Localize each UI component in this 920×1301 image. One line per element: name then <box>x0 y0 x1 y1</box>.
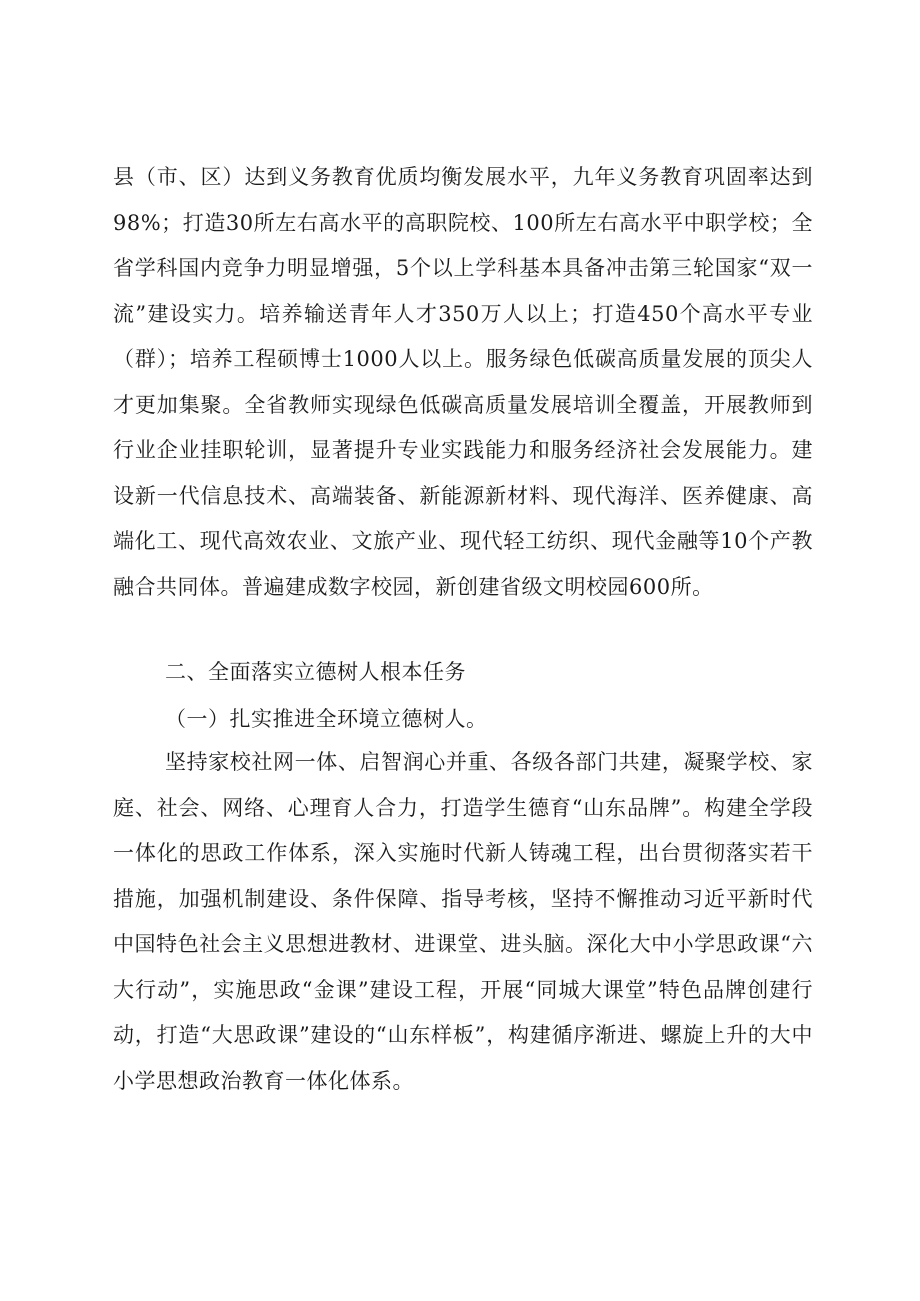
subsection-heading: （一）扎实推进全环境立德树人。 <box>165 707 488 731</box>
section-heading: 二、全面落实立德树人根本任务 <box>165 660 466 684</box>
body-paragraph: 坚持家校社网一体、启智润心并重、各级各部门共建，凝聚学校、家庭、社会、网络、心理育人合力，打造学生德育“山东品牌”。构建全学段一体化的思政工作体系，深入实施时代新人铸魂工程，出台贯彻落实若干措施，加强机制建设、条件保障、指导考核，坚持不懈推动习近平新时代中国特色社会主义思想进教材、进课堂、进头脑。深化大中小学思政课“六大行动”，实施思政“金课”建设工程，开展“同城大课堂”特色品牌创建行动，打造“大思政课”建设的“山东样板”，构建循序渐进、螺旋上升的大中小学思想政治教育一体化体系。 <box>113 750 813 1093</box>
body-paragraph: 县（市、区）达到义务教育优质均衡发展水平，九年义务教育巩固率达到98%；打造30所左右高水平的高职院校、100所左右高水平中职学校；全省学科国内竞争力明显增强，5个以上学科基本具备冲击第三轮国家“双一流”建设实力。培养输送青年人才350万人以上；打造450个高水平专业（群）；培养工程硕博士1000人以上。服务绿色低碳高质量发展的顶尖人才更加集聚。全省教师实现绿色低碳高质量发展培训全覆盖，开展教师到行业企业挂职轮训，显著提升专业实践能力和服务经济社会发展能力。建设新一代信息技术、高端装备、新能源新材料、现代海洋、医养健康、高端化工、现代高效农业、文旅产业、现代轻工纺织、现代金融等10个产教融合共同体。普遍建成数字校园，新创建省级文明校园600所。 <box>113 165 813 599</box>
